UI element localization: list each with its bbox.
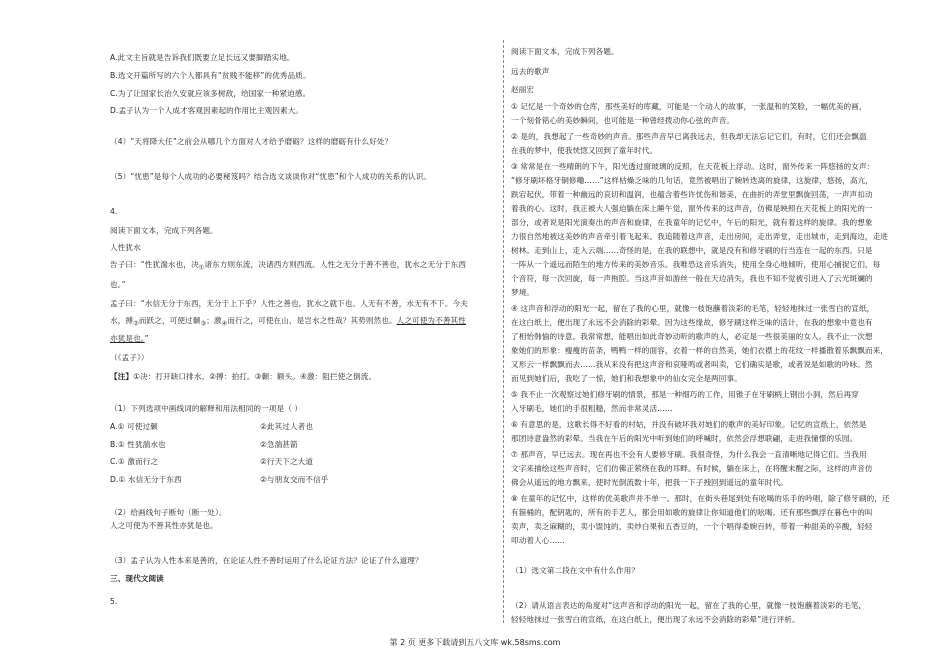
question-5: （5）“忧患”是每个人成功的必要秘笈吗？结合选文谈谈你对“忧患”和个人成功的关系的认识。 bbox=[110, 172, 432, 181]
article-title: 远去的歌声 bbox=[511, 67, 550, 76]
item-number-5: 5. bbox=[110, 597, 118, 606]
article-line: ⑤ 我不止一次观察过她们修牙刷的情景，那是一种细巧的工作，用锥子在牙刷柄上钢出小洞，然后再穿 bbox=[511, 390, 859, 399]
choice-c: C.① 激而行之 ②行天下之大道 bbox=[110, 457, 314, 466]
article-line: ⑧ 在童年的记忆中，这样的优美歌声并不单一。那时，在街头巷尾到处有吆喝的乐手的吟唱，除了修牙刷的，还 bbox=[511, 494, 890, 503]
article-line: ③ 常常是在一些晴朗的下午，阳光透过窗玻璃的反照，在天花板上浮动。这时，窗外传来一阵悠扬的女声： bbox=[511, 162, 875, 171]
underlined-sentence: 人之可使为不善其性 bbox=[396, 316, 466, 325]
reading-intro: 阅读下面文本，完成下列各题。 bbox=[511, 47, 619, 56]
question-2-text: 人之可使为不善其性亦犹是也。 bbox=[110, 521, 218, 530]
page-footer: 第 2 页 更多下载请到五八文库 wk.58sms.com bbox=[389, 638, 561, 647]
article-author: 赵丽宏 bbox=[511, 85, 535, 94]
article-line: 着我的心。这时，我正被大人强迫躺在床上睡午觉，窗外传来的这声音，仿佛是映照在天花板上的阳光的一 bbox=[511, 204, 873, 213]
passage-source: （《孟子》） bbox=[110, 353, 149, 362]
question-3: （3）孟子认为人性本来是善的，在论证人性不善时运用了什么论证方法？论证了什么道理？ bbox=[110, 556, 423, 565]
option-a: A.此文主旨就是告诉我们既要立足长远又要脚踏实地。 bbox=[110, 53, 295, 62]
question-2: （2）给画线句子断句（断一处）。 bbox=[110, 508, 227, 517]
article-line: 有箍桶的，配钥匙的，所有的手艺人，都会用如歌的旋律让你知道他们的吆喝。还有那些飘浮在暮色中的叫 bbox=[511, 508, 873, 517]
article-line: 树林。走到山上，走入云端……奇怪的是，在我的联想中，就是没有和修牙刷的行当连在一起的东西。只是 bbox=[511, 246, 873, 255]
passage-line: 孟子曰：“水信无分于东西，无分于上下乎？人性之善也，犹水之就下也。人无有不善，水无有不下。今夫 bbox=[110, 299, 468, 308]
article-line: ① 记忆是一个奇妙的仓库，那些美好的库藏，可能是一个动人的故事，一张温和的笑脸，一幅优美的画， bbox=[511, 102, 867, 111]
question-1: （1）下列选项中画线词的解释和用法相同的一项是（ ） bbox=[110, 404, 303, 413]
choice-a: A.① 可使过颡 ②此其过人者也 bbox=[110, 422, 314, 431]
article-line: 象她们的形象：瘦瘦的苗条，鸭鸭一样的面容，衣着一样的自然美，她们衣襟上的花纹一样播散着乐飘飘而来， bbox=[511, 346, 888, 355]
choice-b: B.① 性犹湍水也 ②急湍甚箭 bbox=[110, 440, 298, 449]
article-line: 在我的梦中，使我恍惚又回到了童年时代。 bbox=[511, 146, 658, 155]
article-line: 一阵从一个遥远而陌生的地方传来的美妙音乐。我唯恐这音乐消失，使用全身心地倾听，使用心捕捉它们，每 bbox=[511, 260, 881, 269]
option-b: B.选文开篇所写的六个人都具有“贫贱不能移”的优秀品质。 bbox=[110, 71, 311, 80]
passage-notes: 【注】①决：打开缺口排水。②搏：拍打。③颡：额头。④激：阻拦使之倒流。 bbox=[110, 372, 377, 381]
item-number-4: 4. bbox=[110, 207, 118, 216]
article-line: 那团诗意盎然的彩晕。当我在午后的阳光中听到她们的呼喊时，依然会浮想联翩，走进我憧憬的乐园。 bbox=[511, 434, 858, 443]
question-4: （4）“天将降大任”之前会从哪几个方面对人才给予磨砺？这样的磨砺有什么好处？ bbox=[110, 137, 393, 146]
question-1: （1）选文第二段在文中有什么作用？ bbox=[511, 566, 640, 575]
article-line: 一个刻骨铭心的美妙瞬间，也可能是一种曾经拨动你心弦的声音。 bbox=[511, 116, 735, 125]
article-line: 梦境。 bbox=[511, 288, 535, 297]
passage-title: 人性犹水 bbox=[110, 243, 141, 252]
option-c: C.为了让国家长治久安就应该多树敌，给国家一种紧迫感。 bbox=[110, 89, 311, 98]
article-line: 了相怡韩愉的诗意。我常常想，能唱出如此奇妙动听的歌声的人，必定是一些很美丽的女人。我不止一次想 bbox=[511, 332, 873, 341]
article-line: ⑥ 有意思的是，这歌长得不好看的村姑，并没有破坏我对她们的歌声的美好印象。记忆的宣纸上，依然是 bbox=[511, 420, 867, 429]
article-line: ④ 这声音和浮动的阳光一起，留在了我的心里，就像一枝饱蘸着淡彩的毛笔，轻轻地抹过一张雪白的宣纸， bbox=[511, 304, 875, 313]
passage-line: 亦犹是也。” bbox=[110, 334, 149, 343]
choice-d: D.① 水信无分于东西 ②与朋友交而不信乎 bbox=[110, 475, 329, 484]
column-divider bbox=[503, 40, 505, 623]
passage-line: 也。” bbox=[110, 280, 126, 289]
article-line: “修牙刷坏格牙铜修嘞……”这样枯燥乏味的几句话，竟然被唱出了婉转迭离的旋律，这旋律，悠扬，高亢， bbox=[511, 176, 873, 185]
article-line: 佛会从遥远的地方飘来，使时光倒流数十年，把我一下子拽回到遥远的童年时代。 bbox=[511, 478, 788, 487]
article-line: 文字来描绘这些声音时，它们仿佛正萦绕在我的耳畔。有时候，躺在床上，在将醒未醒之际，这样的声音仿 bbox=[511, 464, 873, 473]
article-line: ② 是的，我想起了一些奇妙的声音。那些声音早已离我远去，但我却无法忘记它们，有时，它们还会飘温 bbox=[511, 132, 867, 141]
article-line: 叩动着人心…… bbox=[511, 536, 565, 545]
passage-line: 水，搏$_②$而跃之，可使过颡$_③$；激$_④$而行之，可使在山，是岂水之性哉？其势则然也。人之可使为不善其性 bbox=[110, 316, 466, 328]
question-2: （2）请从语言表达的角度对“这声音和浮动的阳光一起，留在了我的心里，就像一枝饱蘸着淡彩的毛笔， bbox=[511, 601, 867, 610]
article-line: 而见到她们后，我吃了一惊，她们和我想象中的仙女完全是两回事。 bbox=[511, 374, 742, 383]
article-line: 个音符，每一次回旋，每一声拖腔。当这声音如游丝一般在天边消失，我也不知不觉被引进入了云光斑斓的 bbox=[511, 274, 873, 283]
item-4-intro: 阅读下面文本，完成下列各题。 bbox=[110, 226, 218, 235]
article-line: 部分，或者说是阳光演奏出的声音和旋律，在我童年的记忆中，午后的阳光，就有着这样的旋律。我的想象 bbox=[511, 218, 873, 227]
passage-line: 告子曰：“性犹湍水也，决$_①$诸东方则东流，决诸西方则西流。人性之无分于善不善也，犹水之无分于东西 bbox=[110, 260, 467, 272]
article-line: 卖声，卖乏麻糊的，卖小馄饨的，卖炒白果和五香豆的，一个个唱得委婉百转，带着一种甜美的辛酸，轻轻 bbox=[511, 522, 873, 531]
article-line: 入牙刷毛，她们的手很粗糙，然而非常灵活…… bbox=[511, 404, 673, 413]
section-heading: 三、现代文阅读 bbox=[110, 574, 164, 583]
article-line: 在这白纸上，便出现了永远不会消除的彩晕。因为这些缘故，修牙刷这样乏味的活计，在我的想象中竟也有 bbox=[511, 318, 873, 327]
option-d: D.孟子认为一个人成才客观因素起的作用比主观因素大。 bbox=[110, 106, 304, 115]
question-2-cont: 轻轻地抹过一张雪白的宣纸，在这白纸上，便出现了永远不会消除的彩晕”进行评析。 bbox=[511, 615, 800, 624]
article-line: 力很自然地被这美妙的声音牵引着飞起来。我追随着这声音，走出房间，走出弄堂，走出城市，走到海边，走进 bbox=[511, 232, 888, 241]
article-line: 又形云一样飘飘而去……我从来没有把这声音和哀哑鸣或者叫卖，它们确实是歌，或者说是如歌的吟咏。然 bbox=[511, 360, 873, 369]
article-line: ⑦ 那声音，早已远去。现在再也不会有人要修牙刷。我很奇怪，为什么我会一直清晰地记得它们。当我用 bbox=[511, 450, 867, 459]
article-line: 跌宕起伏，带着一种幽远的哀切和温润，也蕴含着些许忧伤和谐美，在曲折的弄堂里飘旋回荡，一声声扣动 bbox=[511, 190, 873, 199]
